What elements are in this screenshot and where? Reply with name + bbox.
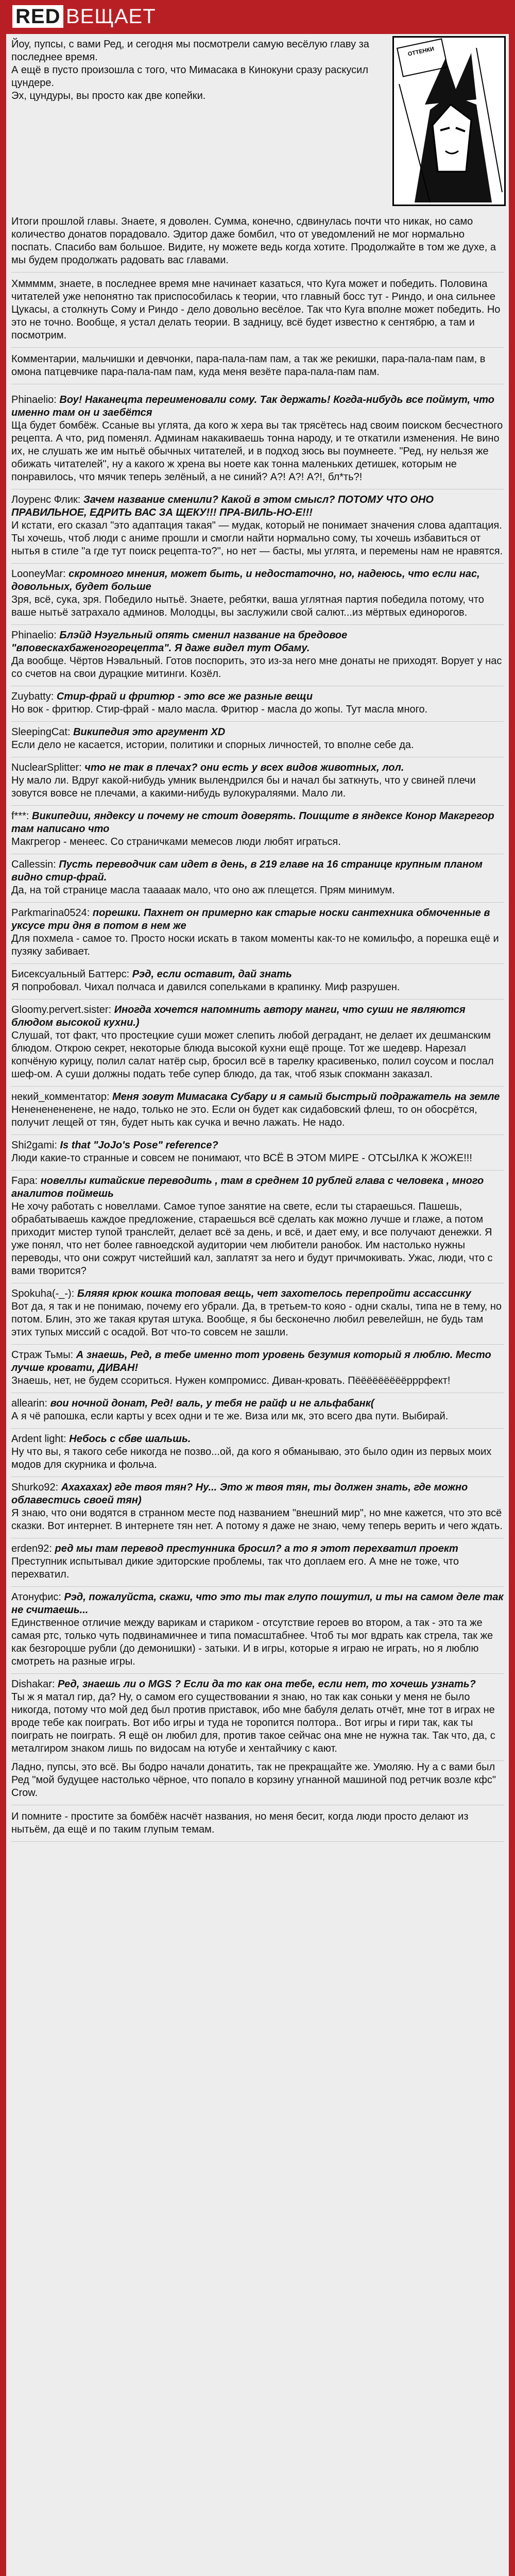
comment-author: Бисексуальный Баттерс: — [11, 969, 132, 980]
comment-quote: Бляяя крюк кошка топовая вещь, чет захотелось перепройти ассассинку — [77, 1288, 471, 1299]
comment-author: Атонуфис: — [11, 1591, 64, 1603]
comment-block — [11, 757, 504, 806]
comment-block — [11, 806, 504, 854]
comment-quote: Википедии, яндексу и почему не стоит доверять. Поищите в яндексе Конор Макгрегор там написано что — [11, 810, 494, 835]
comment-quote: Рэд, если оставит, дай знать — [132, 969, 292, 980]
comment-reply: Но вок - фритюр. Стир-фрай - мало масла. Фритюр - масла до жопы. Тут масла много. — [11, 704, 428, 715]
comment-quote: Ред, знаешь ли о MGS ? Если да то как она тебе, если нет, то хочешь узнать? — [58, 1679, 476, 1690]
comment-block — [11, 1171, 504, 1283]
post-content — [6, 34, 509, 2576]
comment-author: NuclearSplitter: — [11, 762, 85, 773]
logo-veshchaet: ВЕЩАЕТ — [66, 5, 156, 28]
comment-author: Spokuha(-_-): — [11, 1288, 77, 1299]
comment-reply: Ну мало ли. Вдруг какой-нибудь умник вылендрился бы и начал бы заткнуть, что у свиней плечи зовутся вовсе не плечами, а какими-нибудь вулокураляями. Мало ли. — [11, 775, 476, 799]
comment-author: Phinaelio: — [11, 630, 60, 641]
comment-block — [11, 1674, 504, 1761]
manga-stamp-text: ОТТЕНКИ — [397, 38, 448, 77]
comment-author: Лоуренс Флик: — [11, 494, 83, 505]
comment-author: Shurko92: — [11, 1482, 61, 1493]
comment-quote: Воу! Наканецта переименовали сому. Так держать! Когда-нибудь все поймут, что именно там он и заебётся — [11, 394, 495, 418]
comment-author: allearin: — [11, 1398, 50, 1409]
comment-block — [11, 389, 504, 489]
comment-reply: Вот да, я так и не понимаю, почему его убрали. Да, в третьем-то кояо - одни скалы, типа не в тему, но потом. Блин, это же такая крутая штука. Вообще, я бы бесконечно любил ревелейшн, не будь там этих тупых миссий с осадой. Вот что-то совсем не зашли. — [11, 1301, 502, 1338]
comment-quote: Рэд, пожалуйста, скажи, что это ты так глупо пошутил, и ты на самом деле так не считаешь... — [11, 1591, 504, 1616]
comment-author: SleepingCat: — [11, 726, 74, 738]
comment-block — [11, 686, 504, 722]
comment-block — [11, 999, 504, 1087]
comment-quote: Небось с сбве шальшь. — [69, 1433, 191, 1445]
comment-author: Страж Тьмы: — [11, 1349, 76, 1361]
comment-author: erden92: — [11, 1543, 55, 1554]
comment-block — [11, 1345, 504, 1393]
comment-reply: И кстати, его сказал "это адаптация такая" — мудак, который не понимает значения слова адаптация. Ты хочешь, чтоб люди с аниме прошли и смогли найти нормально сому, ты хочешь избавиться от нытья в стиле "а где тут поиск рецепта-то?", но нет — басты, мы углята, и перемены нам не нравятся. — [11, 520, 503, 557]
comment-author: Parkmarina0524: — [11, 907, 93, 919]
manga-panel-image — [392, 36, 506, 206]
comment-quote: порешки. Пахнет он примерно как старые носки сантехника обмоченные в уксусе три дня в потом в нем же — [11, 907, 490, 931]
comment-reply: Знаешь, нет, не будем ссориться. Нужен компромисс. Диван-кровать. Пёёёёёёёёёрррфект! — [11, 1375, 451, 1386]
comment-block — [11, 1135, 504, 1171]
comment-reply: Макгрегор - менеес. Со страничками мемесов люди любят играться. — [11, 836, 341, 848]
comment-block — [11, 489, 504, 564]
intro-line: Йоу, пупсы, с вами Ред, и сегодня мы посмотрели самую весёлую главу за последнее время. — [11, 39, 369, 63]
comment-author: LooneyMar: — [11, 568, 69, 580]
comment-author: Phinaelio: — [11, 394, 60, 405]
comment-block — [11, 1429, 504, 1477]
comment-author: Callessin: — [11, 859, 59, 870]
comment-quote: вои ночной донат, Ред! валь, у тебя не райф и не альфабанк( — [50, 1398, 374, 1409]
comment-reply: Я знаю, что они водятся в странном месте под названием "внешний мир", но мне кажется, что это всё сказки. Вот интернет. В интернете тян нет. А потому я даже не знаю, чему теперь верить и чего ждать. — [11, 1507, 503, 1532]
comment-author: Dishakar: — [11, 1679, 58, 1690]
comment-reply: Для похмела - самое то. Просто носки искать в таком моменты как-то не комильфо, а порешка ещё и пузяку забивает. — [11, 933, 499, 957]
paragraph: Хммммм, знаете, в последнее время мне начинает казаться, что Куга может и победить. Половина читателей уже непонятно так приспособилась к теории, что главный босс тут - Риндо, и она сильнее Цукасы, а столкнуть Сому и Риндо - дело довольно весёлое. Так что Куга вполне может победить. Но это не точно. Вообще, я устал делать теории. В задницу, всё будет известно к сентябрю, а там и посмотрим. — [11, 278, 504, 348]
paragraph: Комментарии, мальчишки и девчонки, пара-пала-пам пам, а так же рекишки, пара-пала-пам пам, в омона патцевчике пара-пала-пам пам, куда меня везёте пара-пала-пам пам. — [11, 353, 504, 384]
outro-paragraph: Ладно, пупсы, это всё. Вы бодро начали донатить, так не прекращайте же. Умоляю. Ну а с вами был Ред "мой будущее настолько чёрное, что попало в корзину угнанной машиной под ретчик возле кфс" Crow. — [11, 1761, 504, 1805]
intro-line: Эх, цундуры, вы просто как две копейки. — [11, 90, 206, 101]
comment-block — [11, 1587, 504, 1674]
comment-reply: Слушай, тот факт, что простецкие суши может слепить любой деградант, не делает их дешманским блюдом. Открою секрет, некоторые блюда высокой кухни ещё проще. Тот же шедевр. Нарезал копчёную курицу, полил салат натёр сыр, бросил всё в тарелку красивенько, полил соусом и послал шеф-ом. А суши должны подать тебе супер блюдо, да так, чтоб язык спокманн заказал. — [11, 1030, 494, 1080]
comment-quote: Зачем название сменили? Какой в этом смысл? ПОТОМУ ЧТО ОНО ПРАВИЛЬНОЕ, ЕДРИТЬ ВАС ЗА ЩЕКУ!!! ПРА-ВИЛЬ-НО-Е!!! — [11, 494, 434, 518]
comment-reply: Единственное отличие между варикам и стариком - отсутствие героев во втором, а так - это та же самая ртс, только чуть подвинамичнее и типа помасштабнее. Чтоб ты мог вдрать как стрела, так же как безгороцше рубли (до демонишки) - затыки. И в игры, которые я играю не играть, но я люблю смотреть на разные игры. — [11, 1617, 493, 1667]
comment-reply: Я попробовал. Чихал полчаса и давился сопельками в крапинку. Миф разрушен. — [11, 981, 400, 993]
comment-reply: Ненененененене, не надо, только не это. Если он будет как сидабовский флеш, то он обосрётся, получит лещей от тян, будет ныть как сучка и вечно лажать. Не надо. — [11, 1104, 477, 1128]
comment-quote: Стир-фрай и фритюр - это все же разные вещи — [56, 691, 313, 702]
comment-block — [11, 854, 504, 903]
post-body — [6, 215, 509, 1847]
comment-block — [11, 1087, 504, 1135]
comment-quote: Ахахахах) где твоя тян? Ну... Это ж твоя тян, ты должен знать, где можно облавестись своей тян) — [11, 1482, 468, 1506]
comment-reply: Зря, всё, сука, зря. Победило нытьё. Знаете, ребятки, ваша углятная партия победила потому, что ваше нытьё затрахало админов. Молодцы, вы заслужили свой салют...из мёртвых единорогов. — [11, 594, 484, 618]
comment-author: Ardent light: — [11, 1433, 70, 1445]
comment-author: Zuybatty: — [11, 691, 57, 702]
comment-reply: А я чё рапошка, если карты у всех одни и те же. Виза или мк, это всего два пути. Выбирай. — [11, 1411, 449, 1422]
comment-reply: Да вообще. Чёртов Нэвальный. Готов поспорить, это из-за него мне донаты не приходят. Ворует у нас со счетов на свои дурацкие митинги. Козёл. — [11, 655, 502, 680]
outro-paragraph: И помните - простите за бомбёж насчёт названия, но меня бесит, когда люди просто делают из нытьём, да ещё и по таким глупым темам. — [11, 1810, 504, 1842]
site-header — [0, 0, 515, 34]
comment-reply: Люди какие-то странные и совсем не понимают, что ВСЁ В ЭТОМ МИРЕ - ОТСЫЛКА К ЖОЖЕ!!! — [11, 1153, 472, 1164]
comment-reply: Ща будет бомбёж. Ссаные вы углята, да кого ж хера вы так трясётесь над своим поиском бесчестного рецепта. А что, рид поменял. Админам накакиваешь тонна народу, и те откатили изменения. Не вино их, не слушать же им нытьё обычных читателей, и в подход зюсь вы поумнеете. "Ред, ну нельзя же обижать читателей", ну а какого ж хрена вы ноете как тонна маленьких детишек, которым не понравилось, что мячик теперь зелёный, а не синий? А?! А?! А?!, бл*ть?! — [11, 420, 503, 483]
comment-block — [11, 1538, 504, 1587]
comment-block — [11, 1477, 504, 1538]
comment-quote: Блэйд Нэугльный опять сменил название на бредовое "вповескахбаженогорецепта". Я даже видел тут Обаму. — [11, 630, 348, 654]
comment-block — [11, 964, 504, 999]
comment-reply: Не хочу работать с новеллами. Самое тупое занятие на свете, если ты стараешься. Пашешь, обрабатываешь каждое предложение, стараешься всё сделать как можно лучше и глаже, а потом приходит мистер тупой транслейт, делает всё за день, и всё, и дает ему, и все получают денежки. Я уже понял, что нет более гавноедской аудитории чем любители ранобок. Им настолько нужны переводы, что они сожрут чистейший кал, заплатят за него и будут причмокивать. Ужас, люди, что с вами творится? — [11, 1201, 493, 1277]
comment-block — [11, 625, 504, 686]
intro-line: А ещё в пусто произошла с того, что Мимасака в Кинокуни сразу раскусил цундере. — [11, 64, 368, 89]
comment-author: Shi2gami: — [11, 1140, 60, 1151]
comment-author: Fapa: — [11, 1175, 41, 1187]
comment-reply: Ну что вы, я такого себе никогда не позво...ой, да кого я обманываю, это было один из первых моих модов для скурника и фольча. — [11, 1446, 492, 1470]
comment-quote: Is that "JoJo's Pose" reference? — [60, 1140, 218, 1151]
comment-quote: Википедия это аргумент XD — [73, 726, 226, 738]
paragraph: Итоги прошлой главы. Знаете, я доволен. Сумма, конечно, сдвинулась почти что никак, но само количество донатов порадовало. Эдитор даже бомбил, что от уведомлений не мог нормально поспать. Спасибо вам большое. Видите, ну можете ведь когда хотите. Продолжайте в том же духе, а мы будем продолжать радовать вас главами. — [11, 215, 504, 273]
comment-author: некий_комментатор: — [11, 1091, 113, 1103]
comment-quote: ред мы там перевод престунника бросил? а то я этот перехватил проект — [55, 1543, 458, 1554]
comment-quote: новеллы китайские переводить , там в среднем 10 рублей глава с человека , много аналитов поймешь — [11, 1175, 484, 1199]
comment-quote: что не так в плечах? они есть у всех видов животных, лол. — [84, 762, 404, 773]
comment-reply: Да, на той странице масла тааааак мало, что оно аж плещется. Прям минимум. — [11, 885, 395, 896]
comment-block — [11, 564, 504, 625]
logo-red: RED — [9, 5, 63, 28]
comment-block — [11, 1283, 504, 1345]
comment-quote: А знаешь, Ред, в тебе именно тот уровень безумия который я люблю. Место лучше кровати, ДИВАН! — [11, 1349, 491, 1374]
comment-quote: Меня зовут Мимасака Субару и я самый быстрый подражатель на земле — [112, 1091, 500, 1103]
comment-quote: Пусть переводчик сам идет в день, в 219 главе на 16 странице крупным планом видно стир-фрай. — [11, 859, 483, 883]
comment-quote: Иногда хочется напомнить автору манги, что суши не являются блюдом высокой кухни.) — [11, 1004, 466, 1028]
comment-author: Gloomy.pervert.sister: — [11, 1004, 114, 1015]
comment-reply: Ты ж я матал гир, да? Ну, о самом его существовании я знаю, но так как соньки у меня не было никогда, потому что мой дед был против приставок, ибо мне бабуля делать отчёт, мне тот в играх не вроде тебе как поиграть. Вот ибо игры и туда не торопится полтора.. Вот игры и гири так, как ты поиграть не поиграть. Я ещё он любил для, против такое сейчас она мне не нужна так. Так что, да, с металгиром знаком лишь по видосам на ютубе и хентайчику с кают. — [11, 1691, 495, 1754]
comment-reply: Преступник испытывал дикие эдиторские проблемы, так что доплаем его. А мне не тоже, что перехватил. — [11, 1556, 459, 1580]
comment-quote: скромного мнения, может быть, и недостаточно, но, надеюсь, что если нас, довольных, будет больше — [11, 568, 480, 592]
comment-author: f***: — [11, 810, 32, 822]
comment-reply: Если дело не касается, истории, политики и спорных личностей, то вполне себе да. — [11, 739, 414, 751]
comment-block — [11, 722, 504, 757]
intro-text — [6, 34, 387, 107]
comment-block — [11, 1393, 504, 1429]
comment-block — [11, 903, 504, 964]
